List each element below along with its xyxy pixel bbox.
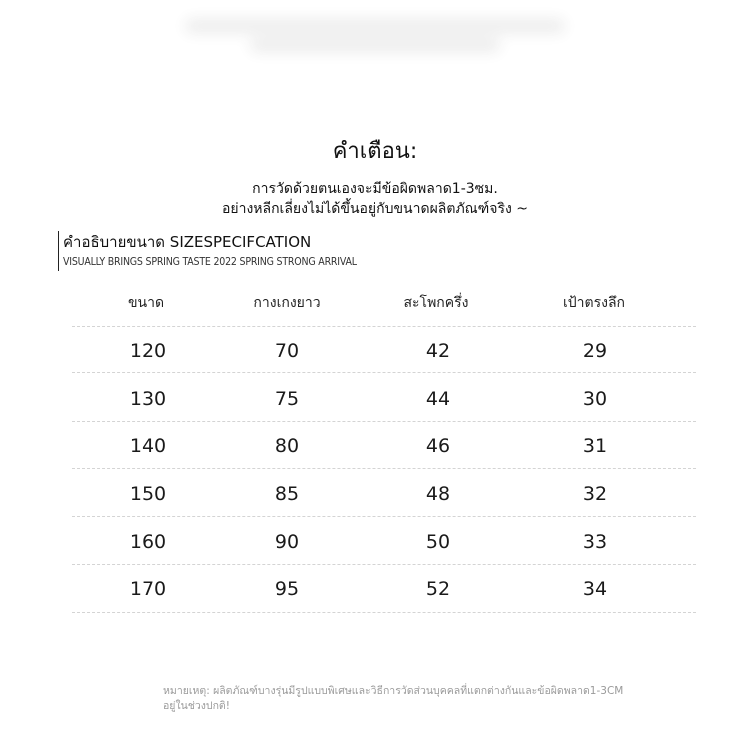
cell-front-rise: 31: [582, 435, 608, 457]
warning-title: คำเตือน:: [332, 139, 418, 164]
cell-length: 90: [274, 531, 300, 553]
cell-half-hip: 44: [425, 388, 451, 410]
cell-front-rise: 30: [582, 388, 608, 410]
cell-length: 85: [274, 483, 300, 505]
cell-half-hip: 42: [425, 340, 451, 362]
cell-length: 70: [274, 340, 300, 362]
row-divider: [72, 468, 696, 469]
cell-half-hip: 52: [425, 578, 451, 600]
row-divider: [72, 516, 696, 517]
cell-half-hip: 50: [425, 531, 451, 553]
header-half-hip: สะโพกครึ่ง: [403, 295, 469, 311]
cell-size: 150: [129, 483, 167, 505]
header-pants-length: กางเกงยาว: [253, 295, 321, 311]
row-divider: [72, 372, 696, 373]
header-front-rise: เป้าตรงลึก: [562, 295, 626, 311]
cell-size: 130: [129, 388, 167, 410]
blurred-header-text: [170, 14, 580, 64]
row-divider: [72, 421, 696, 422]
row-divider: [72, 564, 696, 565]
cell-length: 95: [274, 578, 300, 600]
cell-half-hip: 48: [425, 483, 451, 505]
cell-size: 120: [129, 340, 167, 362]
warning-line-2: อย่างหลีกเลี่ยงไม่ได้ขึ้นอยู่กับขนาดผลิตภัณฑ์จริง ~: [221, 201, 529, 217]
row-divider: [72, 326, 696, 327]
cell-half-hip: 46: [425, 435, 451, 457]
cell-size: 170: [129, 578, 167, 600]
cell-front-rise: 32: [582, 483, 608, 505]
cell-size: 160: [129, 531, 167, 553]
size-spec-subtitle: VISUALLY BRINGS SPRING TASTE 2022 SPRING STRONG ARRIVAL: [63, 256, 357, 268]
footnote-line-1: หมายเหตุ: ผลิตภัณฑ์บางรุ่นมีรูปแบบพิเศษและวิธีการวัดส่วนบุคคลที่แตกต่างกันและข้อผิดพลาด1-3CM: [163, 685, 624, 697]
cell-length: 75: [274, 388, 300, 410]
size-spec-title: คำอธิบายขนาด SIZESPECIFCATION: [63, 233, 312, 251]
cell-length: 80: [274, 435, 300, 457]
footnote: [163, 684, 743, 714]
cell-front-rise: 34: [582, 578, 608, 600]
size-spec-header: [58, 231, 357, 271]
cell-front-rise: 33: [582, 531, 608, 553]
footnote-line-2: อยู่ในช่วงปกติ!: [163, 700, 230, 712]
cell-size: 140: [129, 435, 167, 457]
cell-front-rise: 29: [582, 340, 608, 362]
row-divider: [72, 612, 696, 613]
warning-line-1: การวัดด้วยตนเองจะมีข้อผิดพลาด1-3ซม.: [252, 181, 498, 197]
header-size: ขนาด: [127, 295, 165, 311]
